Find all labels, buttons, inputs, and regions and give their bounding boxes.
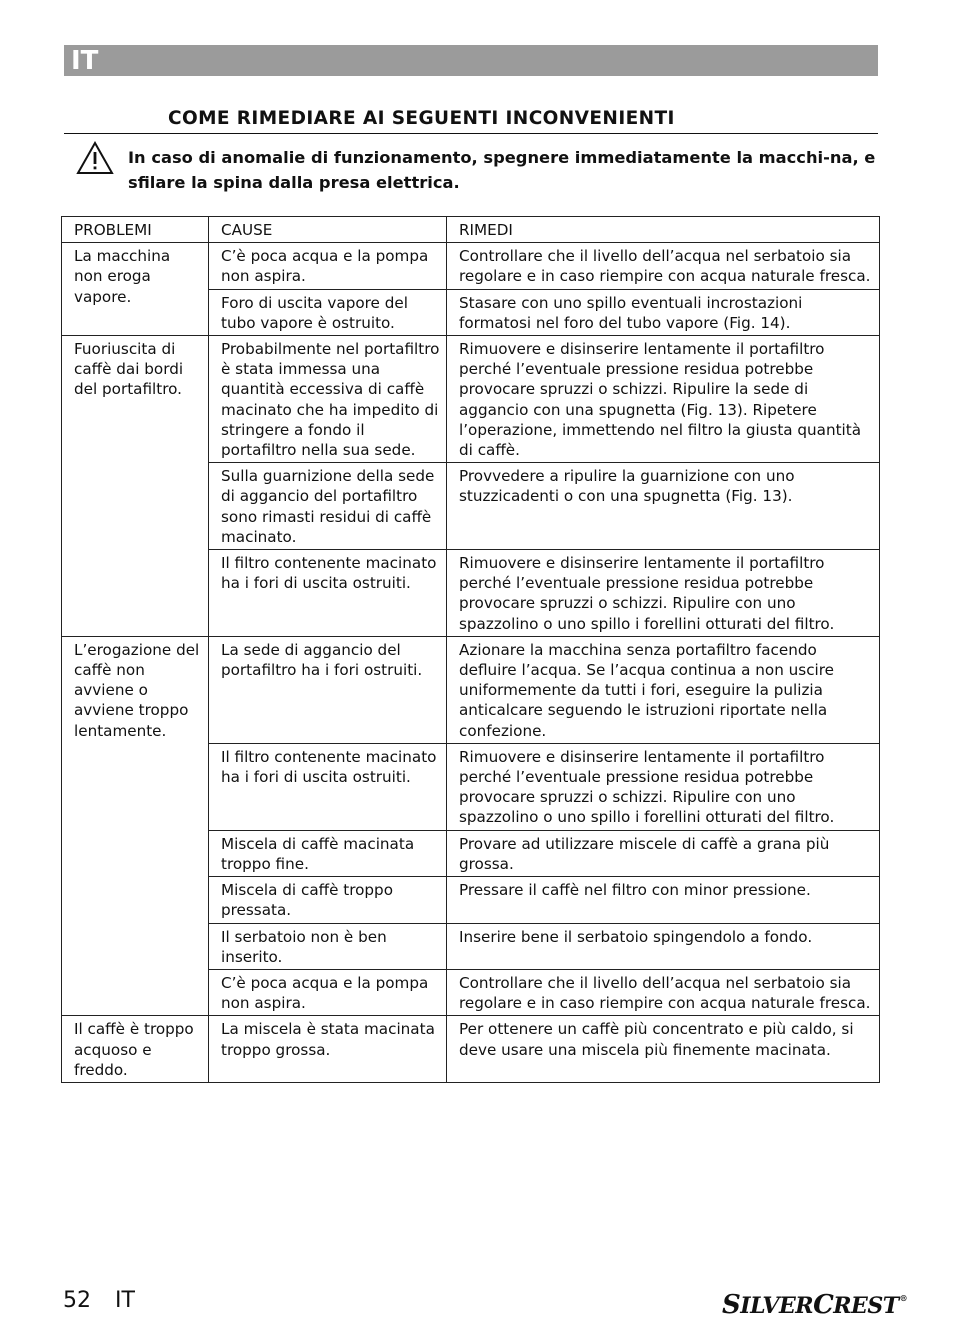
cause-cell: C’è poca acqua e la pompa non aspira. <box>209 243 447 289</box>
cause-cell: C’è poca acqua e la pompa non aspira. <box>209 969 447 1015</box>
page-number: 52 <box>63 1288 91 1313</box>
remedy-cell: Per ottenere un caffè più concentrato e più caldo, si deve usare una miscela più finemente macinata. <box>447 1016 880 1083</box>
problem-cell: La macchina non eroga vapore. <box>62 243 209 336</box>
troubleshooting-table <box>61 216 880 1083</box>
title-divider <box>64 133 878 134</box>
header-rimedi: RIMEDI <box>447 217 880 243</box>
remedy-cell: Rimuovere e disinserire lentamente il portafiltro perché l’eventuale pressione residua potrebbe provocare spruzzi o schizzi. Ripulire con uno spazzolino o uno spillo i forellini otturati del filtro. <box>447 550 880 637</box>
cause-cell: Il filtro contenente macinato ha i fori di uscita ostruiti. <box>209 743 447 830</box>
remedy-cell: Controllare che il livello dell’acqua nel serbatoio sia regolare e in caso riempire con acqua naturale fresca. <box>447 243 880 289</box>
table-row <box>62 243 880 289</box>
cause-cell: Miscela di caffè troppo pressata. <box>209 877 447 923</box>
header-problemi: PROBLEMI <box>62 217 209 243</box>
remedy-cell: Inserire bene il serbatoio spingendolo a fondo. <box>447 923 880 969</box>
remedy-cell: Pressare il caffè nel filtro con minor pressione. <box>447 877 880 923</box>
cause-cell: Miscela di caffè macinata troppo fine. <box>209 830 447 876</box>
footer-language: IT <box>115 1288 135 1313</box>
warning-text: In caso di anomalie di funzionamento, spegnere immediatamente la macchi-na, e sfilare la spina dalla presa elettrica. <box>128 148 876 192</box>
table-row <box>62 636 880 743</box>
remedy-cell: Controllare che il livello dell’acqua nel serbatoio sia regolare e in caso riempire con acqua naturale fresca. <box>447 969 880 1015</box>
remedy-cell: Azionare la macchina senza portafiltro facendo defluire l’acqua. Se l’acqua continua a non uscire uniformemente da tutti i fori, eseguire la pulizia anticalcare seguendo le istruzioni riportate nella confezione. <box>447 636 880 743</box>
cause-cell: La miscela è stata macinata troppo grossa. <box>209 1016 447 1083</box>
remedy-cell: Provare ad utilizzare miscele di caffè a grana più grossa. <box>447 830 880 876</box>
table-header-row <box>62 217 880 243</box>
warning-triangle-icon <box>76 141 114 175</box>
remedy-cell: Rimuovere e disinserire lentamente il portafiltro perché l’eventuale pressione residua potrebbe provocare spruzzi o schizzi. Ripulire la sede di aggancio con una spugnetta (Fig. 13). Ripetere l’operazione, immettendo nel filtro la giusta quantità di caffè. <box>447 336 880 463</box>
page-footer <box>63 1288 135 1313</box>
remedy-cell: Provvedere a ripulire la guarnizione con uno stuzzicadenti o con una spugnetta (Fig. 13). <box>447 463 880 550</box>
remedy-cell: Stasare con uno spillo eventuali incrostazioni formatosi nel foro del tubo vapore (Fig. 14). <box>447 289 880 335</box>
cause-cell: Il serbatoio non è ben inserito. <box>209 923 447 969</box>
problem-cell: L’erogazione del caffè non avviene o avviene troppo lentamente. <box>62 636 209 1015</box>
table-row <box>62 1016 880 1083</box>
cause-cell: Probabilmente nel portafiltro è stata immessa una quantità eccessiva di caffè macinato che ha impedito di stringere a fondo il portafiltro nella sua sede. <box>209 336 447 463</box>
problem-cell: Fuoriuscita di caffè dai bordi del portafiltro. <box>62 336 209 637</box>
cause-cell: Il filtro contenente macinato ha i fori di uscita ostruiti. <box>209 550 447 637</box>
section-title: COME RIMEDIARE AI SEGUENTI INCONVENIENTI <box>168 108 675 129</box>
language-badge: IT <box>71 46 99 76</box>
header-cause: CAUSE <box>209 217 447 243</box>
brand-logo: SILVERCREST® <box>722 1290 908 1320</box>
cause-cell: La sede di aggancio del portafiltro ha i fori ostruiti. <box>209 636 447 743</box>
remedy-cell: Rimuovere e disinserire lentamente il portafiltro perché l’eventuale pressione residua potrebbe provocare spruzzi o schizzi. Ripulire con uno spazzolino o uno spillo i forellini otturati del filtro. <box>447 743 880 830</box>
problem-cell: Il caffè è troppo acquoso e freddo. <box>62 1016 209 1083</box>
cause-cell: Sulla guarnizione della sede di aggancio del portafiltro sono rimasti residui di caffè macinato. <box>209 463 447 550</box>
language-bar <box>64 45 878 76</box>
cause-cell: Foro di uscita vapore del tubo vapore è ostruito. <box>209 289 447 335</box>
table-row <box>62 336 880 463</box>
